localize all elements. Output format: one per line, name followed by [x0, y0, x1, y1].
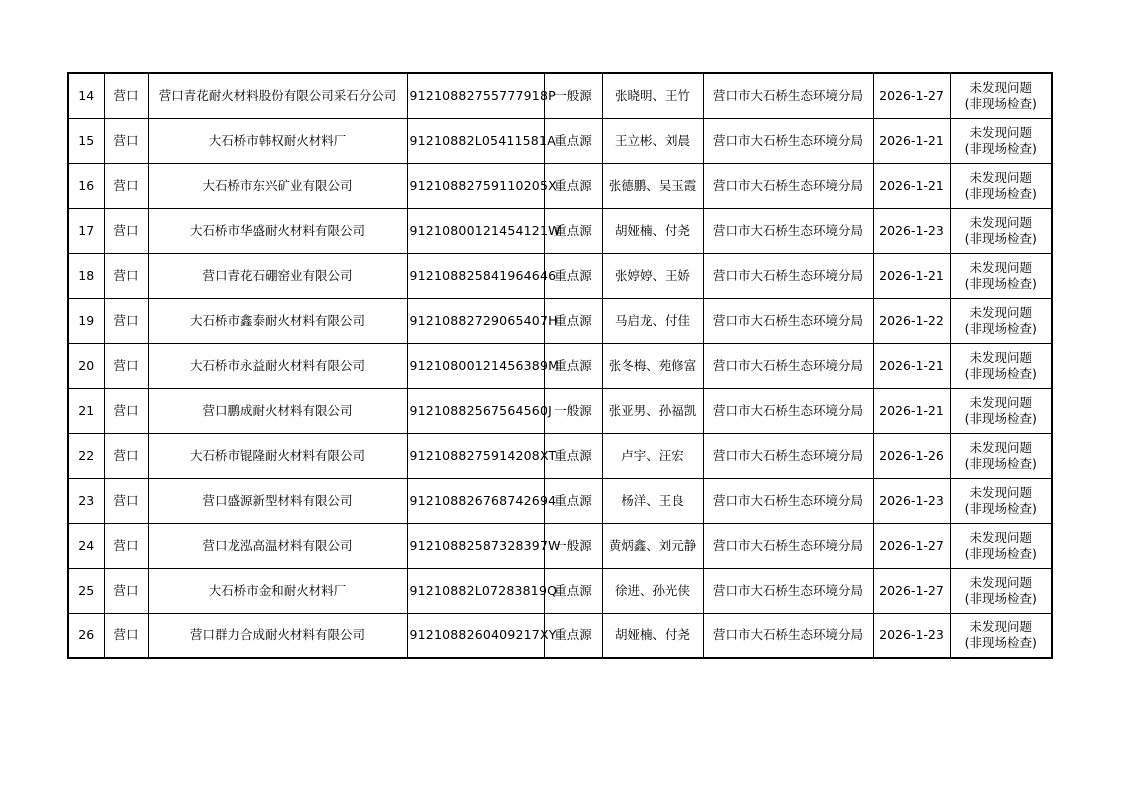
authority: 营口市大石桥生态环境分局	[703, 478, 873, 523]
result-line1: 未发现问题	[969, 439, 1032, 455]
inspection-date: 2026-1-21	[873, 343, 950, 388]
inspection-result	[950, 433, 1052, 478]
city-cell: 营口	[104, 298, 148, 343]
result-line2: (非现场检查)	[964, 230, 1037, 246]
table-row	[68, 253, 1052, 298]
credit-code: 91210882729065407H	[407, 298, 544, 343]
row-number: 17	[68, 208, 104, 253]
inspection-result	[950, 298, 1052, 343]
result-line2: (非现场检查)	[964, 545, 1037, 561]
table-row	[68, 163, 1052, 208]
authority: 营口市大石桥生态环境分局	[703, 73, 873, 118]
inspection-date: 2026-1-23	[873, 478, 950, 523]
table-row	[68, 613, 1052, 658]
result-line1: 未发现问题	[969, 79, 1032, 95]
inspection-result	[950, 118, 1052, 163]
authority: 营口市大石桥生态环境分局	[703, 208, 873, 253]
credit-code: 91210882L05411581A	[407, 118, 544, 163]
table-row	[68, 298, 1052, 343]
row-number: 16	[68, 163, 104, 208]
source-type: 重点源	[544, 568, 602, 613]
result-line1: 未发现问题	[969, 259, 1032, 275]
inspection-result	[950, 73, 1052, 118]
inspection-date: 2026-1-21	[873, 388, 950, 433]
table-body	[68, 73, 1052, 658]
inspection-date: 2026-1-21	[873, 253, 950, 298]
inspectors: 张晓明、王竹	[602, 73, 703, 118]
credit-code: 91210882567564560J	[407, 388, 544, 433]
inspectors: 胡娅楠、付尧	[602, 613, 703, 658]
result-line1: 未发现问题	[969, 349, 1032, 365]
row-number: 26	[68, 613, 104, 658]
inspection-date: 2026-1-21	[873, 163, 950, 208]
city-cell: 营口	[104, 253, 148, 298]
source-type: 一般源	[544, 523, 602, 568]
inspectors: 黄炳鑫、刘元静	[602, 523, 703, 568]
result-line2: (非现场检查)	[964, 275, 1037, 291]
inspectors: 杨洋、王良	[602, 478, 703, 523]
inspection-result	[950, 388, 1052, 433]
result-line2: (非现场检查)	[964, 140, 1037, 156]
inspection-table	[67, 72, 1053, 659]
result-line2: (非现场检查)	[964, 365, 1037, 381]
result-line1: 未发现问题	[969, 529, 1032, 545]
inspectors: 张德鹏、吴玉霞	[602, 163, 703, 208]
inspection-date: 2026-1-22	[873, 298, 950, 343]
company-name: 营口龙泓高温材料有限公司	[148, 523, 407, 568]
authority: 营口市大石桥生态环境分局	[703, 163, 873, 208]
inspection-result	[950, 343, 1052, 388]
authority: 营口市大石桥生态环境分局	[703, 523, 873, 568]
city-cell: 营口	[104, 388, 148, 433]
company-name: 营口盛源新型材料有限公司	[148, 478, 407, 523]
authority: 营口市大石桥生态环境分局	[703, 343, 873, 388]
inspectors: 马启龙、付佳	[602, 298, 703, 343]
source-type: 一般源	[544, 388, 602, 433]
inspectors: 张亚男、孙福凯	[602, 388, 703, 433]
result-line2: (非现场检查)	[964, 320, 1037, 336]
result-line1: 未发现问题	[969, 304, 1032, 320]
authority: 营口市大石桥生态环境分局	[703, 568, 873, 613]
result-line1: 未发现问题	[969, 484, 1032, 500]
city-cell: 营口	[104, 613, 148, 658]
company-name: 大石桥市金和耐火材料厂	[148, 568, 407, 613]
authority: 营口市大石桥生态环境分局	[703, 613, 873, 658]
result-line1: 未发现问题	[969, 214, 1032, 230]
company-name: 大石桥市永益耐火材料有限公司	[148, 343, 407, 388]
inspection-date: 2026-1-26	[873, 433, 950, 478]
result-line2: (非现场检查)	[964, 590, 1037, 606]
source-type: 重点源	[544, 613, 602, 658]
credit-code: 91210800121456389M	[407, 343, 544, 388]
credit-code: 91210882L07283819Q	[407, 568, 544, 613]
source-type: 一般源	[544, 73, 602, 118]
inspectors: 徐进、孙光侠	[602, 568, 703, 613]
city-cell: 营口	[104, 568, 148, 613]
result-line1: 未发现问题	[969, 619, 1032, 635]
source-type: 重点源	[544, 478, 602, 523]
result-line1: 未发现问题	[969, 124, 1032, 140]
company-name: 大石桥市锟隆耐火材料有限公司	[148, 433, 407, 478]
inspection-date: 2026-1-27	[873, 568, 950, 613]
row-number: 23	[68, 478, 104, 523]
credit-code: 91210800121454121W	[407, 208, 544, 253]
result-line2: (非现场检查)	[964, 500, 1037, 516]
result-line2: (非现场检查)	[964, 95, 1037, 111]
company-name: 大石桥市华盛耐火材料有限公司	[148, 208, 407, 253]
credit-code: 91210882584196464​6	[407, 253, 544, 298]
source-type: 重点源	[544, 433, 602, 478]
table-row	[68, 73, 1052, 118]
table-row	[68, 343, 1052, 388]
source-type: 重点源	[544, 253, 602, 298]
city-cell: 营口	[104, 523, 148, 568]
authority: 营口市大石桥生态环境分局	[703, 433, 873, 478]
table-row	[68, 388, 1052, 433]
authority: 营口市大石桥生态环境分局	[703, 298, 873, 343]
row-number: 14	[68, 73, 104, 118]
inspectors: 王立彬、刘晨	[602, 118, 703, 163]
inspection-date: 2026-1-27	[873, 73, 950, 118]
inspection-result	[950, 523, 1052, 568]
inspection-result	[950, 163, 1052, 208]
table-row	[68, 523, 1052, 568]
company-name: 营口青花石硼窑业有限公司	[148, 253, 407, 298]
table-row	[68, 118, 1052, 163]
result-line2: (非现场检查)	[964, 455, 1037, 471]
result-line1: 未发现问题	[969, 394, 1032, 410]
city-cell: 营口	[104, 208, 148, 253]
inspection-result	[950, 568, 1052, 613]
inspectors: 张冬梅、苑修富	[602, 343, 703, 388]
table-row	[68, 433, 1052, 478]
authority: 营口市大石桥生态环境分局	[703, 253, 873, 298]
result-line2: (非现场检查)	[964, 410, 1037, 426]
credit-code: 91210882755777918P	[407, 73, 544, 118]
source-type: 重点源	[544, 343, 602, 388]
credit-code: 912108826768742694	[407, 478, 544, 523]
source-type: 重点源	[544, 163, 602, 208]
credit-code: 912108827591420​8XT	[407, 433, 544, 478]
row-number: 19	[68, 298, 104, 343]
result-line1: 未发现问题	[969, 574, 1032, 590]
city-cell: 营口	[104, 343, 148, 388]
credit-code: 91210882759110205X	[407, 163, 544, 208]
company-name: 大石桥市韩权耐火材料厂	[148, 118, 407, 163]
result-line2: (非现场检查)	[964, 185, 1037, 201]
row-number: 24	[68, 523, 104, 568]
credit-code: 912108826040921​7XY	[407, 613, 544, 658]
inspection-result	[950, 613, 1052, 658]
inspection-date: 2026-1-23	[873, 208, 950, 253]
city-cell: 营口	[104, 478, 148, 523]
inspection-result	[950, 478, 1052, 523]
authority: 营口市大石桥生态环境分局	[703, 118, 873, 163]
inspection-date: 2026-1-27	[873, 523, 950, 568]
inspection-result	[950, 208, 1052, 253]
company-name: 营口青花耐火材料股份有限公司采石分公司	[148, 73, 407, 118]
row-number: 21	[68, 388, 104, 433]
inspectors: 卢宇、汪宏	[602, 433, 703, 478]
row-number: 18	[68, 253, 104, 298]
company-name: 大石桥市鑫泰耐火材料有限公司	[148, 298, 407, 343]
source-type: 重点源	[544, 208, 602, 253]
table-row	[68, 478, 1052, 523]
row-number: 22	[68, 433, 104, 478]
inspection-date: 2026-1-21	[873, 118, 950, 163]
inspection-date: 2026-1-23	[873, 613, 950, 658]
inspection-result	[950, 253, 1052, 298]
city-cell: 营口	[104, 73, 148, 118]
company-name: 营口群力合成耐火材料有限公司	[148, 613, 407, 658]
row-number: 25	[68, 568, 104, 613]
company-name: 营口鹏成耐火材料有限公司	[148, 388, 407, 433]
source-type: 重点源	[544, 118, 602, 163]
result-line2: (非现场检查)	[964, 635, 1037, 651]
authority: 营口市大石桥生态环境分局	[703, 388, 873, 433]
city-cell: 营口	[104, 433, 148, 478]
company-name: 大石桥市东兴矿业有限公司	[148, 163, 407, 208]
city-cell: 营口	[104, 118, 148, 163]
inspectors: 张婷婷、王娇	[602, 253, 703, 298]
city-cell: 营口	[104, 163, 148, 208]
source-type: 重点源	[544, 298, 602, 343]
credit-code: 91210882587328397W	[407, 523, 544, 568]
row-number: 15	[68, 118, 104, 163]
table-row	[68, 568, 1052, 613]
table-row	[68, 208, 1052, 253]
row-number: 20	[68, 343, 104, 388]
inspectors: 胡娅楠、付尧	[602, 208, 703, 253]
result-line1: 未发现问题	[969, 169, 1032, 185]
